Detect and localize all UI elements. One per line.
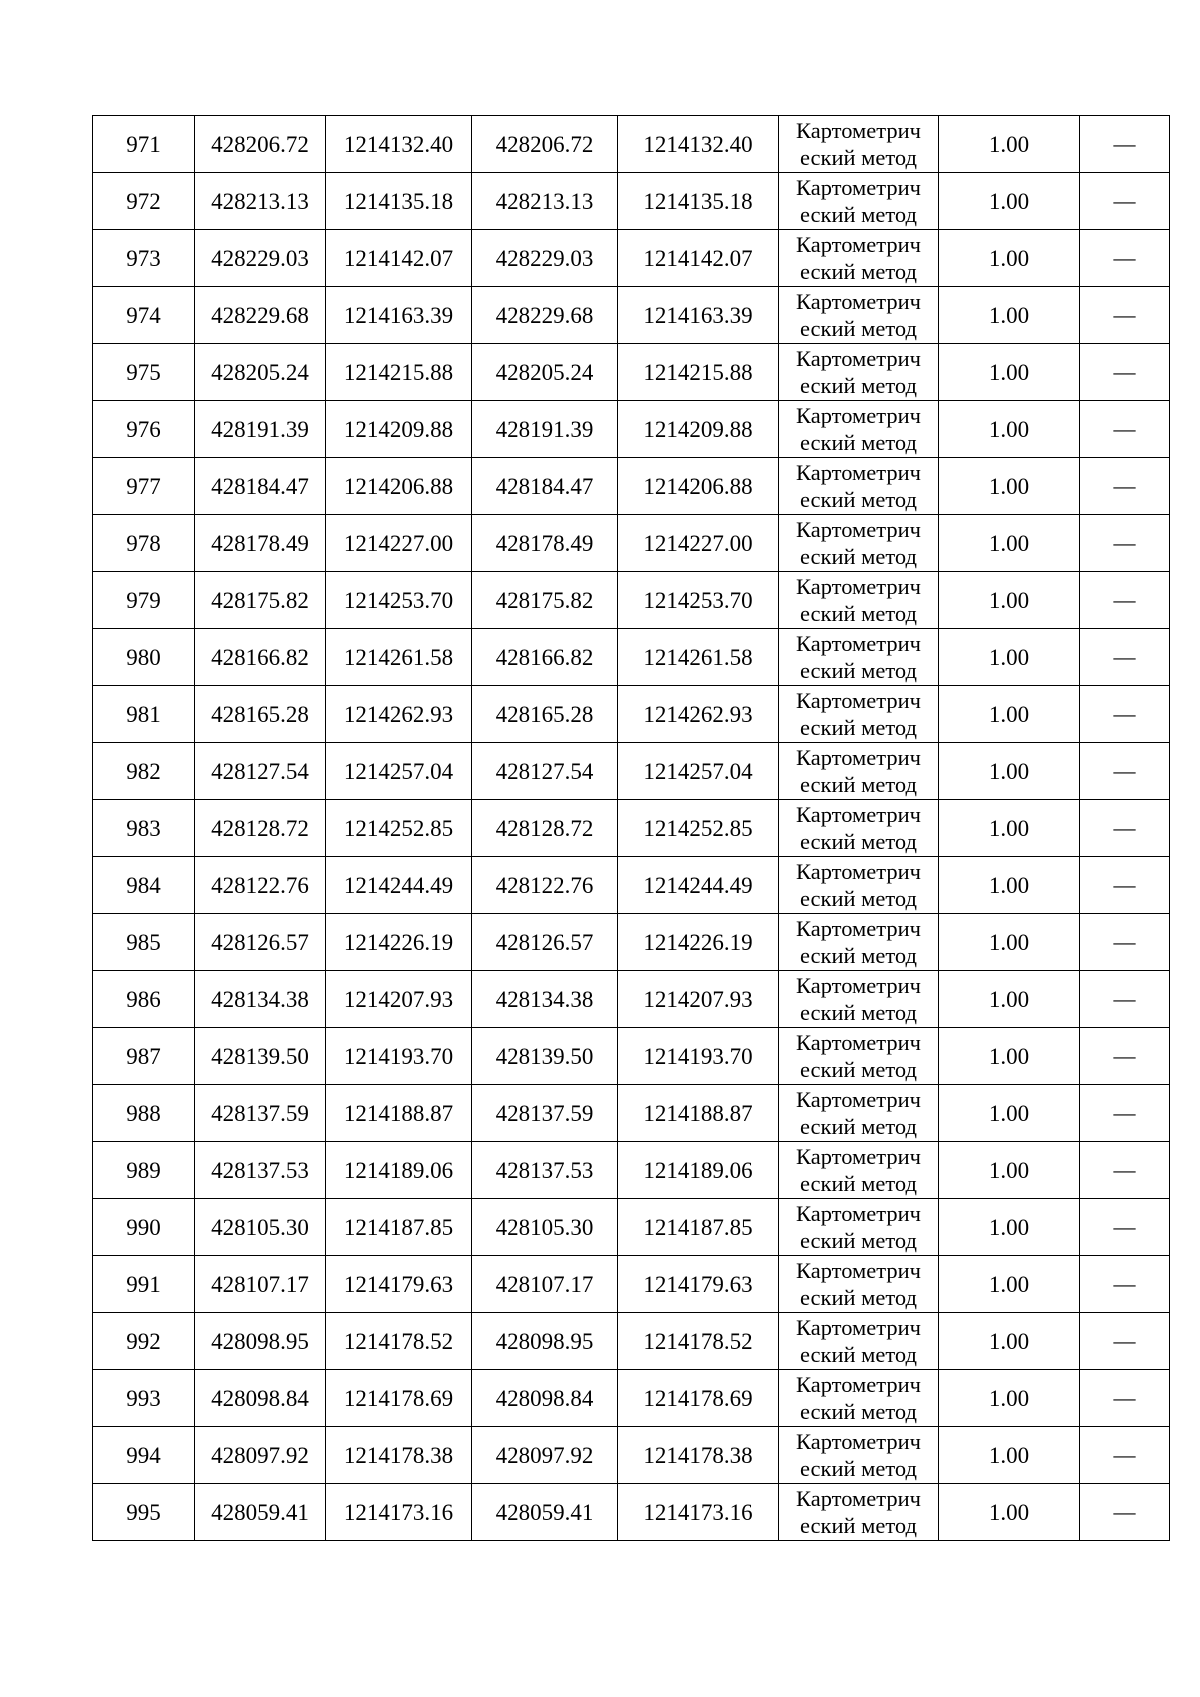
accuracy-cell: 1.00 (939, 1142, 1080, 1199)
point-number-cell: 993 (93, 1370, 195, 1427)
existing-x-cell: 428098.84 (195, 1370, 326, 1427)
existing-y-cell: 1214193.70 (326, 1028, 472, 1085)
accuracy-cell: 1.00 (939, 971, 1080, 1028)
existing-x-cell: 428127.54 (195, 743, 326, 800)
new-y-cell: 1214261.58 (618, 629, 779, 686)
table-body (93, 116, 1170, 1541)
accuracy-cell: 1.00 (939, 1199, 1080, 1256)
method-cell (779, 1085, 939, 1142)
point-number-cell: 994 (93, 1427, 195, 1484)
new-y-cell: 1214179.63 (618, 1256, 779, 1313)
method-cell (779, 1427, 939, 1484)
accuracy-cell: 1.00 (939, 1256, 1080, 1313)
method-cell (779, 458, 939, 515)
method-line-2: еский метод (800, 1456, 917, 1481)
note-cell: — (1080, 1199, 1170, 1256)
point-number-cell: 976 (93, 401, 195, 458)
new-y-cell: 1214132.40 (618, 116, 779, 173)
accuracy-cell: 1.00 (939, 401, 1080, 458)
new-y-cell: 1214173.16 (618, 1484, 779, 1541)
method-line-2: еский метод (800, 601, 917, 626)
method-cell (779, 401, 939, 458)
accuracy-cell: 1.00 (939, 686, 1080, 743)
new-x-cell: 428229.68 (472, 287, 618, 344)
method-cell (779, 572, 939, 629)
method-line-1: Картометрич (796, 973, 921, 998)
method-line-2: еский метод (800, 715, 917, 740)
method-cell (779, 1256, 939, 1313)
table-row (93, 1313, 1170, 1370)
new-x-cell: 428184.47 (472, 458, 618, 515)
accuracy-cell: 1.00 (939, 1427, 1080, 1484)
method-line-2: еский метод (800, 829, 917, 854)
existing-y-cell: 1214262.93 (326, 686, 472, 743)
note-cell: — (1080, 800, 1170, 857)
method-line-1: Картометрич (796, 289, 921, 314)
point-number-cell: 990 (93, 1199, 195, 1256)
method-line-2: еский метод (800, 1171, 917, 1196)
method-cell (779, 173, 939, 230)
method-line-1: Картометрич (796, 802, 921, 827)
table-row (93, 1028, 1170, 1085)
table-row (93, 287, 1170, 344)
method-line-2: еский метод (800, 259, 917, 284)
method-line-1: Картометрич (796, 1030, 921, 1055)
point-number-cell: 992 (93, 1313, 195, 1370)
table-row (93, 686, 1170, 743)
table-row (93, 629, 1170, 686)
new-y-cell: 1214244.49 (618, 857, 779, 914)
method-cell (779, 971, 939, 1028)
table-row (93, 1484, 1170, 1541)
table-row (93, 800, 1170, 857)
method-line-2: еский метод (800, 1513, 917, 1538)
method-cell (779, 686, 939, 743)
note-cell: — (1080, 515, 1170, 572)
new-y-cell: 1214193.70 (618, 1028, 779, 1085)
existing-x-cell: 428229.68 (195, 287, 326, 344)
point-number-cell: 980 (93, 629, 195, 686)
point-number-cell: 977 (93, 458, 195, 515)
existing-x-cell: 428184.47 (195, 458, 326, 515)
new-x-cell: 428127.54 (472, 743, 618, 800)
new-x-cell: 428178.49 (472, 515, 618, 572)
table-row (93, 1085, 1170, 1142)
point-number-cell: 978 (93, 515, 195, 572)
method-cell (779, 800, 939, 857)
existing-y-cell: 1214135.18 (326, 173, 472, 230)
point-number-cell: 988 (93, 1085, 195, 1142)
new-y-cell: 1214262.93 (618, 686, 779, 743)
new-x-cell: 428137.59 (472, 1085, 618, 1142)
existing-x-cell: 428122.76 (195, 857, 326, 914)
new-y-cell: 1214227.00 (618, 515, 779, 572)
method-line-1: Картометрич (796, 916, 921, 941)
note-cell: — (1080, 458, 1170, 515)
new-y-cell: 1214207.93 (618, 971, 779, 1028)
point-number-cell: 981 (93, 686, 195, 743)
method-line-1: Картометрич (796, 1144, 921, 1169)
existing-x-cell: 428178.49 (195, 515, 326, 572)
table-row (93, 458, 1170, 515)
method-cell (779, 1142, 939, 1199)
table-row (93, 971, 1170, 1028)
new-x-cell: 428165.28 (472, 686, 618, 743)
table-row (93, 1370, 1170, 1427)
point-number-cell: 979 (93, 572, 195, 629)
table-row (93, 1427, 1170, 1484)
method-line-1: Картометрич (796, 745, 921, 770)
new-y-cell: 1214188.87 (618, 1085, 779, 1142)
method-line-1: Картометрич (796, 1087, 921, 1112)
existing-y-cell: 1214226.19 (326, 914, 472, 971)
method-line-2: еский метод (800, 943, 917, 968)
new-y-cell: 1214257.04 (618, 743, 779, 800)
existing-x-cell: 428165.28 (195, 686, 326, 743)
method-line-1: Картометрич (796, 460, 921, 485)
method-line-2: еский метод (800, 145, 917, 170)
method-line-2: еский метод (800, 1228, 917, 1253)
method-line-1: Картометрич (796, 232, 921, 257)
note-cell: — (1080, 686, 1170, 743)
method-line-2: еский метод (800, 658, 917, 683)
table-row (93, 230, 1170, 287)
new-y-cell: 1214135.18 (618, 173, 779, 230)
existing-x-cell: 428126.57 (195, 914, 326, 971)
method-cell (779, 230, 939, 287)
point-number-cell: 986 (93, 971, 195, 1028)
existing-x-cell: 428137.59 (195, 1085, 326, 1142)
point-number-cell: 975 (93, 344, 195, 401)
method-line-2: еский метод (800, 1114, 917, 1139)
new-x-cell: 428107.17 (472, 1256, 618, 1313)
existing-x-cell: 428107.17 (195, 1256, 326, 1313)
note-cell: — (1080, 230, 1170, 287)
table-row (93, 572, 1170, 629)
existing-x-cell: 428166.82 (195, 629, 326, 686)
new-x-cell: 428139.50 (472, 1028, 618, 1085)
new-y-cell: 1214209.88 (618, 401, 779, 458)
existing-y-cell: 1214142.07 (326, 230, 472, 287)
method-cell (779, 344, 939, 401)
existing-x-cell: 428134.38 (195, 971, 326, 1028)
method-cell (779, 914, 939, 971)
existing-x-cell: 428137.53 (195, 1142, 326, 1199)
table-row (93, 173, 1170, 230)
method-line-1: Картометрич (796, 1429, 921, 1454)
method-line-2: еский метод (800, 202, 917, 227)
new-x-cell: 428098.84 (472, 1370, 618, 1427)
method-line-2: еский метод (800, 772, 917, 797)
accuracy-cell: 1.00 (939, 800, 1080, 857)
table-row (93, 1142, 1170, 1199)
existing-y-cell: 1214207.93 (326, 971, 472, 1028)
accuracy-cell: 1.00 (939, 515, 1080, 572)
new-y-cell: 1214189.06 (618, 1142, 779, 1199)
table-row (93, 515, 1170, 572)
new-x-cell: 428205.24 (472, 344, 618, 401)
existing-y-cell: 1214188.87 (326, 1085, 472, 1142)
note-cell: — (1080, 287, 1170, 344)
new-x-cell: 428126.57 (472, 914, 618, 971)
existing-x-cell: 428175.82 (195, 572, 326, 629)
method-line-1: Картометрич (796, 118, 921, 143)
accuracy-cell: 1.00 (939, 1484, 1080, 1541)
method-line-1: Картометрич (796, 403, 921, 428)
new-x-cell: 428098.95 (472, 1313, 618, 1370)
method-cell (779, 1199, 939, 1256)
point-number-cell: 972 (93, 173, 195, 230)
note-cell: — (1080, 629, 1170, 686)
accuracy-cell: 1.00 (939, 629, 1080, 686)
accuracy-cell: 1.00 (939, 344, 1080, 401)
accuracy-cell: 1.00 (939, 572, 1080, 629)
accuracy-cell: 1.00 (939, 458, 1080, 515)
method-line-2: еский метод (800, 1342, 917, 1367)
existing-x-cell: 428059.41 (195, 1484, 326, 1541)
point-number-cell: 987 (93, 1028, 195, 1085)
method-line-1: Картометрич (796, 517, 921, 542)
method-cell (779, 1028, 939, 1085)
point-number-cell: 983 (93, 800, 195, 857)
point-number-cell: 985 (93, 914, 195, 971)
method-line-1: Картометрич (796, 1201, 921, 1226)
note-cell: — (1080, 1427, 1170, 1484)
new-x-cell: 428134.38 (472, 971, 618, 1028)
new-y-cell: 1214142.07 (618, 230, 779, 287)
note-cell: — (1080, 971, 1170, 1028)
existing-y-cell: 1214132.40 (326, 116, 472, 173)
table-row (93, 116, 1170, 173)
existing-x-cell: 428097.92 (195, 1427, 326, 1484)
note-cell: — (1080, 857, 1170, 914)
method-line-1: Картометрич (796, 1486, 921, 1511)
accuracy-cell: 1.00 (939, 857, 1080, 914)
existing-y-cell: 1214215.88 (326, 344, 472, 401)
method-line-2: еский метод (800, 373, 917, 398)
existing-x-cell: 428128.72 (195, 800, 326, 857)
note-cell: — (1080, 1484, 1170, 1541)
method-line-2: еский метод (800, 487, 917, 512)
new-x-cell: 428097.92 (472, 1427, 618, 1484)
point-number-cell: 995 (93, 1484, 195, 1541)
new-y-cell: 1214178.52 (618, 1313, 779, 1370)
note-cell: — (1080, 1142, 1170, 1199)
accuracy-cell: 1.00 (939, 743, 1080, 800)
method-line-1: Картометрич (796, 859, 921, 884)
existing-y-cell: 1214179.63 (326, 1256, 472, 1313)
point-number-cell: 973 (93, 230, 195, 287)
note-cell: — (1080, 1085, 1170, 1142)
method-line-1: Картометрич (796, 1372, 921, 1397)
point-number-cell: 974 (93, 287, 195, 344)
method-line-2: еский метод (800, 1399, 917, 1424)
new-x-cell: 428175.82 (472, 572, 618, 629)
new-y-cell: 1214187.85 (618, 1199, 779, 1256)
table-row (93, 1199, 1170, 1256)
existing-x-cell: 428205.24 (195, 344, 326, 401)
new-y-cell: 1214206.88 (618, 458, 779, 515)
existing-y-cell: 1214163.39 (326, 287, 472, 344)
new-x-cell: 428191.39 (472, 401, 618, 458)
existing-y-cell: 1214178.69 (326, 1370, 472, 1427)
method-line-2: еский метод (800, 1057, 917, 1082)
coordinates-table (92, 115, 1170, 1541)
existing-y-cell: 1214178.52 (326, 1313, 472, 1370)
accuracy-cell: 1.00 (939, 1085, 1080, 1142)
existing-y-cell: 1214261.58 (326, 629, 472, 686)
existing-x-cell: 428098.95 (195, 1313, 326, 1370)
new-x-cell: 428206.72 (472, 116, 618, 173)
accuracy-cell: 1.00 (939, 1028, 1080, 1085)
point-number-cell: 971 (93, 116, 195, 173)
table-row (93, 914, 1170, 971)
note-cell: — (1080, 572, 1170, 629)
new-y-cell: 1214253.70 (618, 572, 779, 629)
method-line-2: еский метод (800, 544, 917, 569)
existing-y-cell: 1214252.85 (326, 800, 472, 857)
new-x-cell: 428059.41 (472, 1484, 618, 1541)
table-row (93, 743, 1170, 800)
method-cell (779, 1313, 939, 1370)
method-line-1: Картометрич (796, 574, 921, 599)
accuracy-cell: 1.00 (939, 1313, 1080, 1370)
method-line-2: еский метод (800, 316, 917, 341)
existing-x-cell: 428191.39 (195, 401, 326, 458)
method-cell (779, 116, 939, 173)
new-y-cell: 1214163.39 (618, 287, 779, 344)
method-cell (779, 629, 939, 686)
point-number-cell: 991 (93, 1256, 195, 1313)
point-number-cell: 982 (93, 743, 195, 800)
table-row (93, 857, 1170, 914)
existing-y-cell: 1214173.16 (326, 1484, 472, 1541)
new-y-cell: 1214178.69 (618, 1370, 779, 1427)
existing-y-cell: 1214244.49 (326, 857, 472, 914)
new-x-cell: 428137.53 (472, 1142, 618, 1199)
existing-x-cell: 428139.50 (195, 1028, 326, 1085)
existing-y-cell: 1214187.85 (326, 1199, 472, 1256)
method-cell (779, 857, 939, 914)
note-cell: — (1080, 401, 1170, 458)
note-cell: — (1080, 344, 1170, 401)
method-line-1: Картометрич (796, 631, 921, 656)
method-line-2: еский метод (800, 886, 917, 911)
existing-y-cell: 1214209.88 (326, 401, 472, 458)
new-x-cell: 428105.30 (472, 1199, 618, 1256)
new-y-cell: 1214178.38 (618, 1427, 779, 1484)
method-line-2: еский метод (800, 430, 917, 455)
method-line-1: Картометрич (796, 346, 921, 371)
note-cell: — (1080, 914, 1170, 971)
new-y-cell: 1214215.88 (618, 344, 779, 401)
accuracy-cell: 1.00 (939, 173, 1080, 230)
accuracy-cell: 1.00 (939, 116, 1080, 173)
table-row (93, 1256, 1170, 1313)
method-cell (779, 515, 939, 572)
note-cell: — (1080, 743, 1170, 800)
accuracy-cell: 1.00 (939, 914, 1080, 971)
method-line-1: Картометрич (796, 1315, 921, 1340)
new-x-cell: 428229.03 (472, 230, 618, 287)
existing-x-cell: 428229.03 (195, 230, 326, 287)
note-cell: — (1080, 1313, 1170, 1370)
table-row (93, 401, 1170, 458)
table-row (93, 344, 1170, 401)
existing-x-cell: 428105.30 (195, 1199, 326, 1256)
new-y-cell: 1214226.19 (618, 914, 779, 971)
note-cell: — (1080, 173, 1170, 230)
method-line-1: Картометрич (796, 175, 921, 200)
existing-y-cell: 1214189.06 (326, 1142, 472, 1199)
new-x-cell: 428122.76 (472, 857, 618, 914)
note-cell: — (1080, 1370, 1170, 1427)
existing-y-cell: 1214253.70 (326, 572, 472, 629)
note-cell: — (1080, 1028, 1170, 1085)
point-number-cell: 984 (93, 857, 195, 914)
existing-y-cell: 1214257.04 (326, 743, 472, 800)
existing-x-cell: 428213.13 (195, 173, 326, 230)
existing-x-cell: 428206.72 (195, 116, 326, 173)
method-line-1: Картометрич (796, 688, 921, 713)
method-line-1: Картометрич (796, 1258, 921, 1283)
method-cell (779, 287, 939, 344)
new-y-cell: 1214252.85 (618, 800, 779, 857)
accuracy-cell: 1.00 (939, 287, 1080, 344)
method-cell (779, 1484, 939, 1541)
accuracy-cell: 1.00 (939, 1370, 1080, 1427)
existing-y-cell: 1214206.88 (326, 458, 472, 515)
note-cell: — (1080, 116, 1170, 173)
accuracy-cell: 1.00 (939, 230, 1080, 287)
new-x-cell: 428128.72 (472, 800, 618, 857)
method-cell (779, 743, 939, 800)
new-x-cell: 428213.13 (472, 173, 618, 230)
note-cell: — (1080, 1256, 1170, 1313)
existing-y-cell: 1214178.38 (326, 1427, 472, 1484)
method-cell (779, 1370, 939, 1427)
existing-y-cell: 1214227.00 (326, 515, 472, 572)
new-x-cell: 428166.82 (472, 629, 618, 686)
method-line-2: еский метод (800, 1285, 917, 1310)
method-line-2: еский метод (800, 1000, 917, 1025)
point-number-cell: 989 (93, 1142, 195, 1199)
